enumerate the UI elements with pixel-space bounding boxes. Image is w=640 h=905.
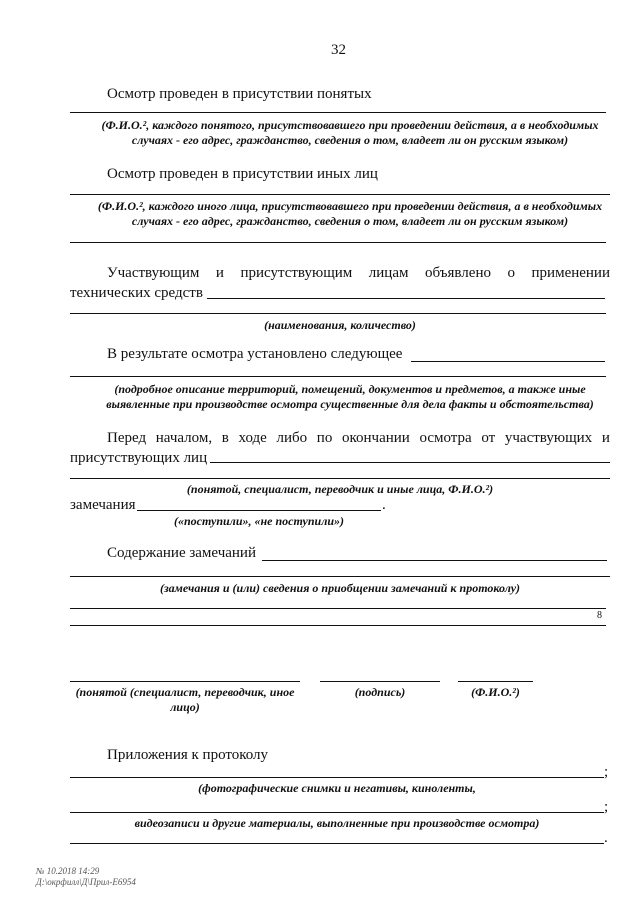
remarks-word-3: в [221, 430, 229, 446]
technical-word-6: о [507, 265, 515, 281]
signature-role-caption-line2: лицо) [170, 700, 200, 714]
attachments-fill-line-3[interactable] [70, 843, 604, 844]
remarks-word-9: от [481, 430, 496, 446]
other-persons-caption-line1: (Ф.И.О.², каждого иного лица, присутствовавшего при проведении действия, а в необходимых [97, 199, 603, 213]
technical-fill-line-1[interactable] [207, 298, 605, 299]
technical-fill-line-2[interactable] [70, 313, 606, 314]
signature-sign-caption: (подпись) [354, 685, 406, 699]
remarks-word-7: окончании [341, 430, 410, 446]
remarks-word-10: участвующих [504, 430, 593, 446]
page-number: 32 [331, 42, 346, 58]
result-caption-line1: (подробное описание территорий, помещений, документов и предметов, а также иные [114, 382, 586, 396]
witnesses-caption-line1: (Ф.И.О.², каждого понятого, присутствовавшего при проведении действия, а в необходимых [101, 118, 599, 132]
remarks-word-1: Перед [107, 430, 147, 446]
other-persons-caption-line2: случаях - его адрес, гражданство, сведения о том, владеет ли он русским языком) [131, 214, 569, 228]
attachments-caption-2: видеозаписи и другие материалы, выполненные при производстве осмотра) [134, 816, 540, 830]
other-persons-heading: Осмотр проведен в присутствии иных лиц [107, 166, 378, 182]
result-fill-line-2[interactable] [70, 376, 606, 377]
footer-file-path: Д:\окрфилл\Д\Прил-Е6954 [36, 877, 136, 887]
other-persons-fill-line-2[interactable] [70, 242, 606, 243]
remarks-status-caption: («поступили», «не поступили») [173, 514, 345, 528]
witnesses-caption-line2: случаях - его адрес, гражданство, сведения о том, владеет ли он русским языком) [131, 133, 569, 147]
technical-line1 [107, 265, 610, 282]
technical-means-label: технических средств [70, 285, 203, 301]
technical-word-5: объявлено [425, 265, 491, 281]
witnesses-heading: Осмотр проведен в присутствии понятых [107, 86, 372, 102]
remarks-persons-label: присутствующих лиц [70, 450, 208, 466]
remarks-word-2: началом, [155, 430, 213, 446]
technical-word-4: лицам [368, 265, 409, 281]
witnesses-fill-line[interactable] [70, 112, 606, 113]
attachments-fill-line-1[interactable] [70, 777, 604, 778]
attachments-caption-1: (фотографические снимки и негативы, киноленты, [198, 781, 476, 795]
attachments-semicolon-2: ; [604, 799, 609, 815]
technical-word-2: и [215, 265, 224, 281]
footer-timestamp: № 10.2018 14:29 [36, 866, 100, 876]
content-fill-line-4[interactable] [70, 625, 606, 626]
remarks-persons-fill-line-1[interactable] [210, 462, 610, 463]
remarks-label: замечания [70, 497, 136, 513]
attachments-fill-line-2[interactable] [70, 812, 604, 813]
content-fill-line-2[interactable] [70, 576, 610, 577]
content-fill-line-3[interactable] [70, 608, 606, 609]
content-end-mark: 8 [597, 610, 602, 621]
content-label: Содержание замечаний [107, 545, 256, 561]
content-caption: (замечания и (или) сведения о приобщении замечаний к протоколу) [159, 581, 521, 595]
signature-name-line[interactable] [458, 681, 533, 682]
remarks-persons-caption: (понятой, специалист, переводчик и иные лица, Ф.И.О.²) [186, 482, 494, 496]
technical-caption: (наименования, количество) [264, 318, 416, 332]
result-caption-line2: выявленные при производстве осмотра существенные для дела факты и обстоятельства) [106, 397, 594, 411]
signature-role-line[interactable] [70, 681, 300, 682]
remarks-word-6: по [316, 430, 333, 446]
remarks-line1 [107, 430, 610, 447]
technical-word-1: Участвующим [107, 265, 200, 281]
signature-name-caption: (Ф.И.О.²) [471, 685, 520, 699]
remarks-word-5: либо [276, 430, 308, 446]
result-label: В результате осмотра установлено следующее [107, 346, 403, 362]
remarks-word-4: ходе [238, 430, 267, 446]
remarks-persons-fill-line-2[interactable] [70, 478, 610, 479]
technical-word-3: присутствующим [240, 265, 353, 281]
attachments-heading: Приложения к протоколу [107, 747, 269, 763]
remarks-status-fill-line[interactable] [137, 510, 381, 511]
content-fill-line-1[interactable] [262, 560, 607, 561]
attachments-semicolon-1: ; [604, 764, 609, 780]
remarks-word-11: и [601, 430, 610, 446]
technical-word-7: применении [531, 265, 610, 281]
attachments-period: . [604, 830, 608, 846]
remarks-status-period: . [382, 497, 386, 513]
other-persons-fill-line-1[interactable] [70, 194, 610, 195]
remarks-word-8: осмотра [419, 430, 472, 446]
signature-sign-line[interactable] [320, 681, 440, 682]
result-fill-line-1[interactable] [411, 361, 605, 362]
signature-role-caption-line1: (понятой (специалист, переводчик, иное [75, 685, 295, 699]
